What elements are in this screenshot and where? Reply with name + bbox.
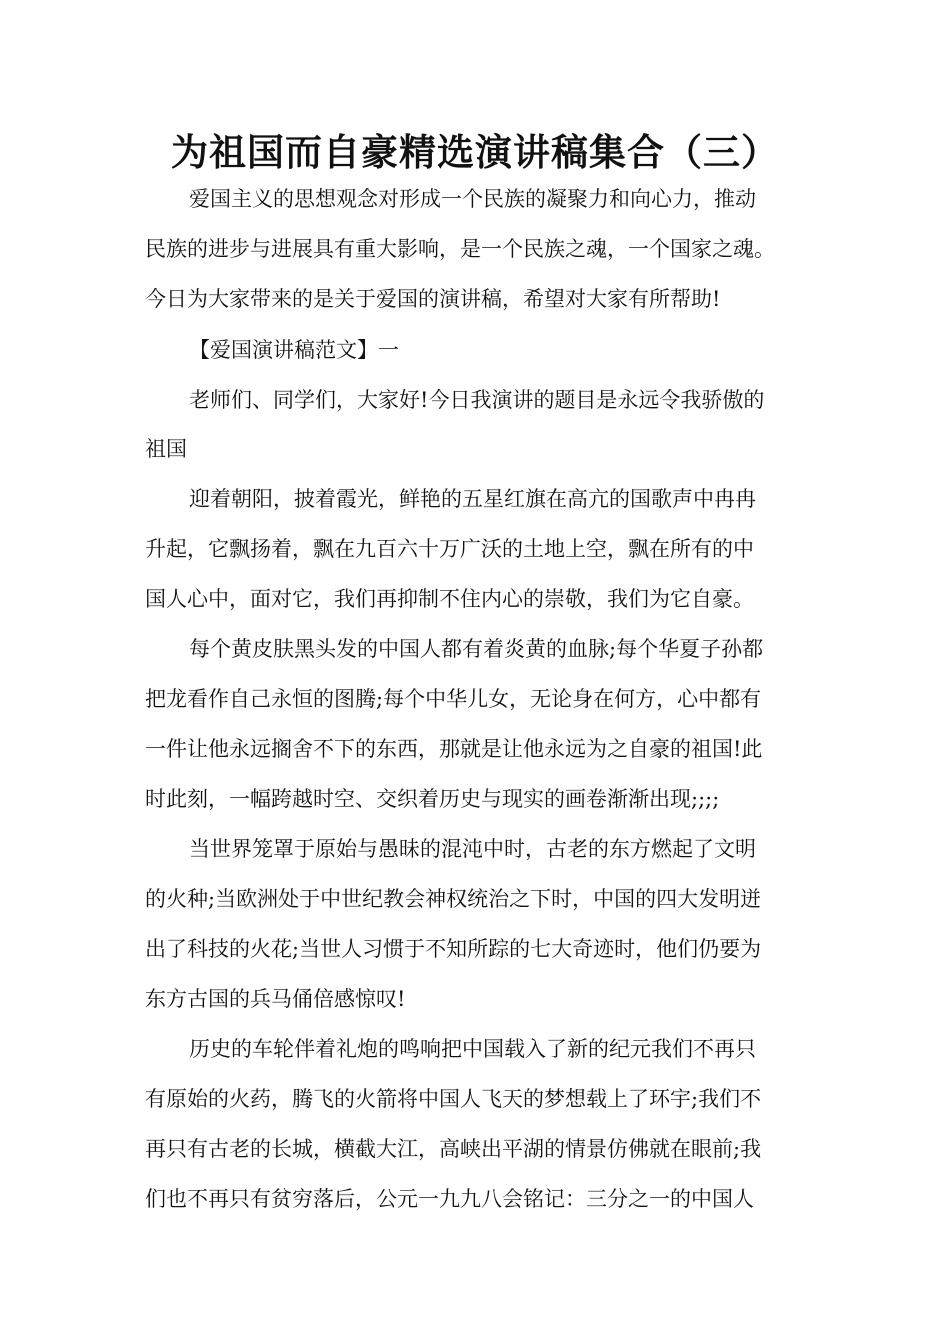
paragraph-5-line-2: 的火种;当欧洲处于中世纪教会神权统治之下时，中国的四大发明迸 <box>145 887 762 911</box>
paragraph-3-line-1: 迎着朝阳，披着霞光，鲜艳的五星红旗在高亢的国歌声中冉冉 <box>189 487 756 511</box>
paragraph-1-line-3: 今日为大家带来的是关于爱国的演讲稿，希望对大家有所帮助! <box>145 287 721 311</box>
document-title: 为祖国而自豪精选演讲稿集合（三） <box>171 130 779 174</box>
paragraph-3-line-3: 国人心中，面对它，我们再抑制不住内心的崇敬，我们为它自豪。 <box>145 587 754 611</box>
paragraph-5-line-4: 东方古国的兵马俑倍感惊叹! <box>145 987 406 1011</box>
paragraph-2-line-2: 祖国 <box>145 437 187 461</box>
section-heading: 【爱国演讲稿范文】一 <box>189 338 399 362</box>
paragraph-1-line-1: 爱国主义的思想观念对形成一个民族的凝聚力和向心力，推动 <box>189 187 756 211</box>
paragraph-4-line-2: 把龙看作自己永恒的图腾;每个中华儿女，无论身在何方，心中都有 <box>145 687 762 711</box>
paragraph-6-line-3: 再只有古老的长城，横截大江，高峡出平湖的情景仿佛就在眼前;我 <box>145 1137 762 1161</box>
paragraph-4-line-4: 时此刻，一幅跨越时空、交织着历史与现实的画卷渐渐出现;;;; <box>145 787 720 811</box>
paragraph-4-line-1: 每个黄皮肤黑头发的中国人都有着炎黄的血脉;每个华夏子孙都 <box>189 637 764 661</box>
paragraph-5-line-1: 当世界笼罩于原始与愚昧的混沌中时，古老的东方燃起了文明 <box>189 837 756 861</box>
paragraph-5-line-3: 出了科技的火花;当世人习惯于不知所踪的七大奇迹时，他们仍要为 <box>145 937 762 961</box>
paragraph-1-line-2: 民族的进步与进展具有重大影响，是一个民族之魂，一个国家之魂。 <box>145 237 775 261</box>
paragraph-6-line-4: 们也不再只有贫穷落后，公元一九九八会铭记：三分之一的中国人 <box>145 1187 754 1211</box>
paragraph-6-line-2: 有原始的火药，腾飞的火箭将中国人飞天的梦想载上了环宇;我们不 <box>145 1087 762 1111</box>
paragraph-3-line-2: 升起，它飘扬着，飘在九百六十万广沃的土地上空，飘在所有的中 <box>145 537 754 561</box>
paragraph-6-line-1: 历史的车轮伴着礼炮的鸣响把中国载入了新的纪元我们不再只 <box>189 1037 756 1061</box>
paragraph-2-line-1: 老师们、同学们，大家好!今日我演讲的题目是永远令我骄傲的 <box>189 388 765 412</box>
paragraph-4-line-3: 一件让他永远搁舍不下的东西，那就是让他永远为之自豪的祖国!此 <box>145 737 763 761</box>
